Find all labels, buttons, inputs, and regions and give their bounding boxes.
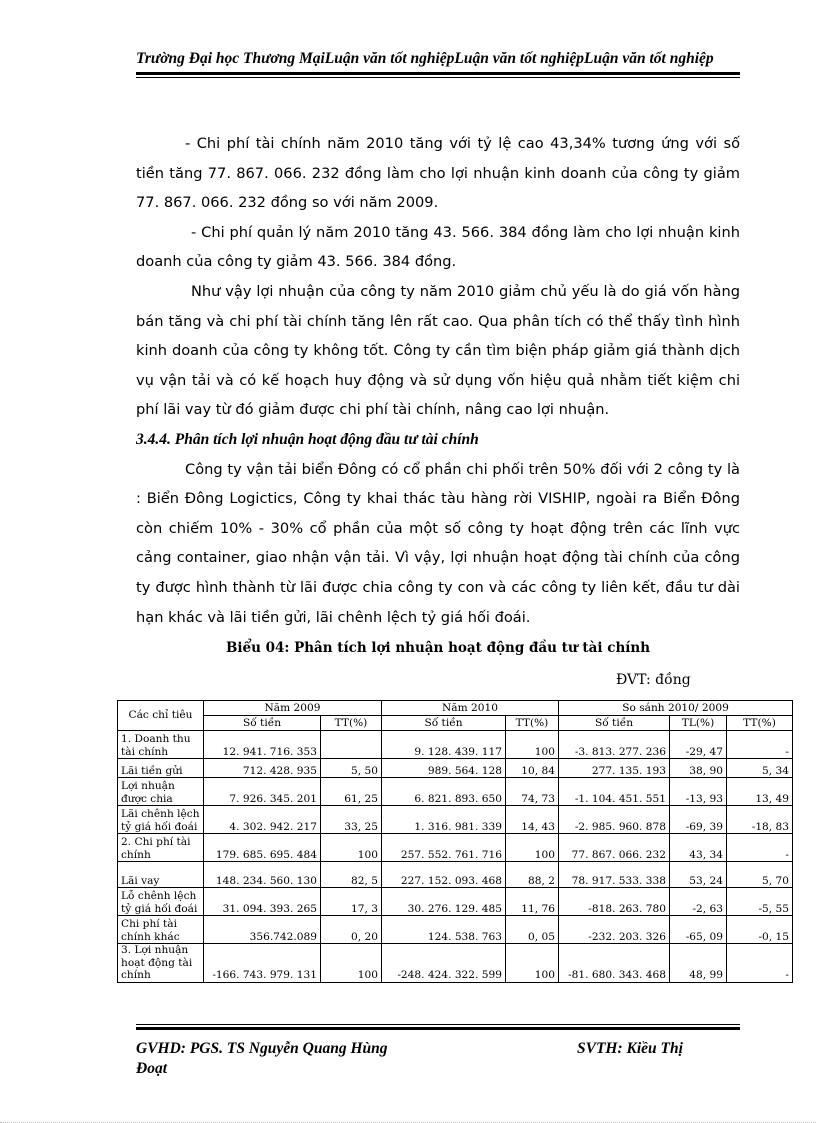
cell-tt-diff: 5, 34	[727, 759, 793, 778]
cell-tt-2010: 10, 84	[506, 759, 559, 778]
footer-supervisor: GVHD: PGS. TS Nguyễn Quang Hùng	[136, 1040, 388, 1057]
row-label: Lãi vay	[118, 862, 204, 888]
paragraph-investment: Công ty vận tải biển Đông có cổ phần chi phối trên 50% đối với 2 công ty là : Biển Đông Logictics, Công ty khai thác tàu hàng rời VISHIP, ngoài ra Biển Đông còn chiếm 10% - 30% cổ phần của một số công ty hoạt động trên các lĩnh vực cảng container, giao nhận vận tải. Vì vậy, lợi nhuận hoạt động tài chính của công ty được hình thành từ lãi được chia công ty con và các công ty liên kết, đầu tư dài hạn khác và lãi tiền gửi, lãi chênh lệch tỷ giá hối đoái.	[136, 460, 740, 626]
cell-tt-diff: 5, 70	[727, 862, 793, 888]
cell-tt-2009: 82, 5	[321, 862, 382, 888]
cell-tt-2010: 0, 05	[506, 916, 559, 944]
cell-diff: -1. 104. 451. 551	[559, 778, 670, 806]
row-label: Lợi nhuận được chia	[118, 778, 204, 806]
cell-value-2009: 31. 094. 393. 265	[204, 888, 321, 916]
col-tt-2010: TT(%)	[506, 716, 559, 731]
cell-diff: -818. 263. 780	[559, 888, 670, 916]
cell-value-2010: 989. 564. 128	[382, 759, 506, 778]
cell-diff: 277. 135. 193	[559, 759, 670, 778]
col-money-2010: Số tiền	[382, 716, 506, 731]
cell-tt-diff: 13, 49	[727, 778, 793, 806]
row-label: Lãi tiền gửi	[118, 759, 204, 778]
cell-diff: 77. 867. 066. 232	[559, 834, 670, 862]
cell-value-2010: 257. 552. 761. 716	[382, 834, 506, 862]
cell-tt-diff: -0, 15	[727, 916, 793, 944]
table-row	[118, 944, 793, 983]
paragraph-finance-cost: - Chi phí tài chính năm 2010 tăng với tỷ lệ cao 43,34% tương ứng với số tiền tăng 77. 867. 066. 232 đồng làm cho lợi nhuận kinh doanh của công ty giảm 77. 867. 066. 232 đồng so với năm 2009.	[136, 135, 740, 212]
footer-student-cont: Đoạt	[136, 1060, 167, 1077]
header-rule-thick	[136, 72, 740, 75]
cell-tt-2010: 11, 76	[506, 888, 559, 916]
cell-value-2010: 30. 276. 129. 485	[382, 888, 506, 916]
row-label: Chi phí tài chính khác	[118, 916, 204, 944]
cell-diff: -232. 203. 326	[559, 916, 670, 944]
cell-diff: 78. 917. 533. 338	[559, 862, 670, 888]
cell-tl: -65, 09	[670, 916, 727, 944]
row-label: Lỗ chênh lệch tỷ giá hối đoái	[118, 888, 204, 916]
col-money-2009: Số tiền	[204, 716, 321, 731]
col-tt-diff: TT(%)	[727, 716, 793, 731]
cell-value-2009: 356.742.089	[204, 916, 321, 944]
col-group-2010: Năm 2010	[382, 701, 559, 716]
row-label: 2. Chi phí tài chính	[118, 834, 204, 862]
cell-value-2009: 148. 234. 560. 130	[204, 862, 321, 888]
cell-tt-2009: 61, 25	[321, 778, 382, 806]
cell-tt-2009: 17, 3	[321, 888, 382, 916]
table-row	[118, 759, 793, 778]
cell-value-2009: 179. 685. 695. 484	[204, 834, 321, 862]
unit-label: ĐVT: đồng	[616, 672, 691, 688]
body-text	[136, 129, 740, 632]
cell-tl: 53, 24	[670, 862, 727, 888]
table-header-row	[118, 701, 793, 716]
cell-tt-2009	[321, 731, 382, 759]
cell-value-2009: 712. 428. 935	[204, 759, 321, 778]
col-money-diff: Số tiền	[559, 716, 670, 731]
cell-tt-diff: -	[727, 731, 793, 759]
table-row	[118, 731, 793, 759]
finance-table	[117, 700, 793, 983]
cell-diff: -2. 985. 960. 878	[559, 806, 670, 834]
cell-value-2010: 6. 821. 893. 650	[382, 778, 506, 806]
table-row	[118, 862, 793, 888]
table-row	[118, 888, 793, 916]
table-row	[118, 916, 793, 944]
col-tl: TL(%)	[670, 716, 727, 731]
header-rule-thin	[136, 77, 740, 78]
cell-tt-diff: -	[727, 944, 793, 983]
footer-rule-thick	[136, 1027, 740, 1030]
footer-student: SVTH: Kiều Thị	[577, 1040, 683, 1057]
table-row	[118, 834, 793, 862]
cell-tl: -69, 39	[670, 806, 727, 834]
cell-value-2010: -248. 424. 322. 599	[382, 944, 506, 983]
cell-tt-2010: 100	[506, 731, 559, 759]
cell-diff: -3. 813. 277. 236	[559, 731, 670, 759]
cell-tt-2010: 14, 43	[506, 806, 559, 834]
cell-tt-diff: -18, 83	[727, 806, 793, 834]
cell-diff: -81. 680. 343. 468	[559, 944, 670, 983]
col-group-compare: So sánh 2010/ 2009	[559, 701, 793, 716]
cell-value-2010: 124. 538. 763	[382, 916, 506, 944]
cell-tt-2009: 100	[321, 944, 382, 983]
table-row	[118, 778, 793, 806]
row-label: Lãi chênh lệch tỷ giá hối đoái	[118, 806, 204, 834]
cell-tl: -13, 93	[670, 778, 727, 806]
cell-tl: 43, 34	[670, 834, 727, 862]
cell-tt-2010: 74, 73	[506, 778, 559, 806]
page-header: Trường Đại học Thương MạiLuận văn tốt nghiệpLuận văn tốt nghiệpLuận văn tốt nghiệp	[136, 50, 714, 67]
cell-value-2010: 1. 316. 981. 339	[382, 806, 506, 834]
col-header-label: Các chỉ tiêu	[118, 701, 204, 731]
cell-value-2010: 9. 128. 439. 117	[382, 731, 506, 759]
cell-value-2009: 12. 941. 716. 353	[204, 731, 321, 759]
cell-value-2009: -166. 743. 979. 131	[204, 944, 321, 983]
col-tt-2009: TT(%)	[321, 716, 382, 731]
cell-value-2009: 7. 926. 345. 201	[204, 778, 321, 806]
footer-rule-thin	[136, 1024, 740, 1025]
col-group-2009: Năm 2009	[204, 701, 382, 716]
section-heading: 3.4.4. Phân tích lợi nhuận hoạt động đầu tư tài chính	[136, 430, 479, 448]
cell-tl: -2, 63	[670, 888, 727, 916]
cell-tl: -29, 47	[670, 731, 727, 759]
cell-tl: 48, 99	[670, 944, 727, 983]
row-label: 1. Doanh thu tài chính	[118, 731, 204, 759]
cell-tt-2010: 100	[506, 834, 559, 862]
table-subheader-row	[118, 716, 793, 731]
table-row	[118, 806, 793, 834]
cell-tl: 38, 90	[670, 759, 727, 778]
cell-value-2009: 4. 302. 942. 217	[204, 806, 321, 834]
cell-tt-2010: 88, 2	[506, 862, 559, 888]
paragraph-admin-cost: - Chi phí quản lý năm 2010 tăng 43. 566. 384 đồng làm cho lợi nhuận kinh doanh của công ty giảm 43. 566. 384 đồng.	[136, 223, 740, 271]
cell-tt-2009: 33, 25	[321, 806, 382, 834]
table-caption: Biểu 04: Phân tích lợi nhuận hoạt động đầu tư tài chính	[225, 640, 651, 656]
cell-tt-diff: -	[727, 834, 793, 862]
cell-tt-diff: -5, 55	[727, 888, 793, 916]
cell-tt-2010: 100	[506, 944, 559, 983]
cell-tt-2009: 5, 50	[321, 759, 382, 778]
cell-value-2010: 227. 152. 093. 468	[382, 862, 506, 888]
cell-tt-2009: 100	[321, 834, 382, 862]
row-label: 3. Lợi nhuận hoạt động tài chính	[118, 944, 204, 983]
cell-tt-2009: 0, 20	[321, 916, 382, 944]
paragraph-conclusion: Như vậy lợi nhuận của công ty năm 2010 giảm chủ yếu là do giá vốn hàng bán tăng và chi phí tài chính tăng lên rất cao. Qua phân tích có thể thấy tình hình kinh doanh của công ty không tốt. Công ty cần tìm biện pháp giảm giá thành dịch vụ vận tải và có kế hoạch huy động và sử dụng vốn hiệu quả nhằm tiết kiệm chi phí lãi vay từ đó giảm được chi phí tài chính, nâng cao lợi nhuận.	[136, 282, 740, 419]
